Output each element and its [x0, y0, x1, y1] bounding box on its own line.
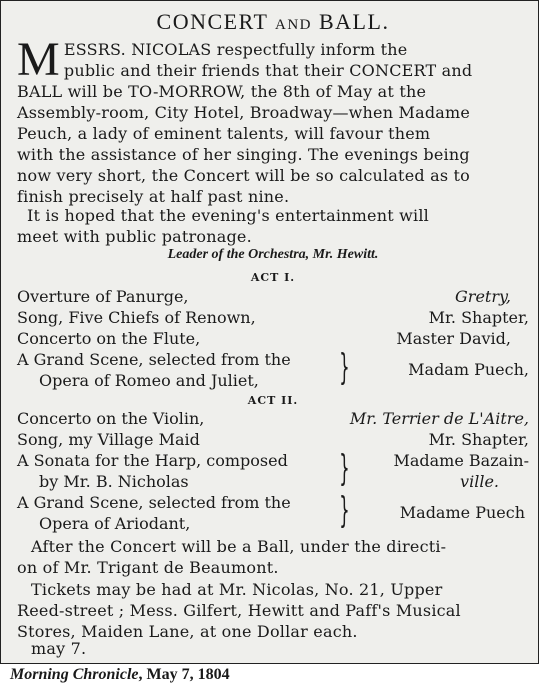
- intro-line: Assembly-room, City Hotel, Broadway—when Madame: [17, 103, 471, 122]
- program-performer: Madam Puech,: [408, 360, 529, 379]
- intro-line: ESSRS. NICOLAS respectfully inform the: [63, 40, 408, 59]
- ad-title: [17, 9, 529, 35]
- publication-date: , May 7, 1804: [138, 666, 230, 683]
- act-one-heading: ACT I.: [250, 271, 296, 284]
- brace-glyph: }: [339, 490, 350, 531]
- program-performer: Madame Puech: [399, 503, 525, 522]
- program-piece: A Grand Scene, selected from the: [17, 493, 291, 512]
- program-item: [17, 308, 529, 330]
- program-piece: A Grand Scene, selected from the: [17, 350, 291, 369]
- program-piece: Song, my Village Maid: [17, 430, 200, 449]
- program-piece-cont: Opera of Romeo and Juliet,: [39, 371, 259, 390]
- intro-line: with the assistance of her singing. The evenings being: [17, 145, 470, 164]
- patronage-line: It is hoped that the evening's entertainment will: [27, 206, 429, 225]
- program-performer: Master David,: [396, 329, 511, 348]
- intro-line: BALL will be TO-MORROW, the 8th of May at the: [17, 82, 427, 101]
- program-performer-cont: ville.: [460, 472, 499, 491]
- intro-line: now very short, the Concert will be so calculated as to: [17, 166, 470, 185]
- tickets-line: Reed-street ; Mess. Gilfert, Hewitt and Paff's Musical: [17, 601, 461, 620]
- program-piece: Concerto on the Violin,: [17, 409, 205, 428]
- program-item: [17, 287, 529, 309]
- program-item: [17, 329, 529, 351]
- intro-paragraph: [17, 33, 529, 207]
- ball-line: on of Mr. Trigant de Beaumont.: [17, 558, 279, 577]
- program-piece: A Sonata for the Harp, composed: [17, 451, 288, 470]
- newspaper-name: Morning Chronicle: [10, 666, 139, 683]
- source-caption: [10, 666, 230, 684]
- program-piece-cont: Opera of Ariodant,: [39, 514, 191, 533]
- ball-paragraph: [17, 536, 529, 578]
- intro-line: public and their friends that their CONCERT and: [63, 61, 473, 80]
- tickets-line: Stores, Maiden Lane, at one Dollar each.: [17, 622, 358, 641]
- program-item: [17, 448, 529, 493]
- ad-date: may 7.: [31, 639, 87, 658]
- program-piece-cont: by Mr. B. Nicholas: [39, 472, 189, 491]
- program-item: [17, 409, 529, 431]
- brace-glyph: }: [339, 448, 350, 489]
- act-two-heading: ACT II.: [247, 394, 299, 407]
- program-piece: Concerto on the Flute,: [17, 329, 201, 348]
- patronage-paragraph: [17, 205, 529, 247]
- program-item: [17, 347, 529, 392]
- title-concert: CONCERT: [156, 9, 268, 34]
- program-performer: Gretry,: [455, 287, 511, 306]
- program-performer: Mr. Terrier de L'Aitre,: [349, 409, 529, 428]
- program-piece: Song, Five Chiefs of Renown,: [17, 308, 256, 327]
- ball-line: After the Concert will be a Ball, under the directi-: [31, 537, 447, 556]
- title-and: AND: [275, 17, 312, 33]
- orchestra-leader: Leader of the Orchestra, Mr. Hewitt.: [167, 247, 379, 262]
- intro-line: Peuch, a lady of eminent talents, will favour them: [17, 124, 431, 143]
- program-performer: Mr. Shapter,: [428, 308, 529, 327]
- tickets-paragraph: [17, 579, 529, 642]
- drop-cap: M: [17, 33, 60, 86]
- program-performer: Madame Bazain-: [393, 451, 529, 470]
- program-piece: Overture of Panurge,: [17, 287, 189, 306]
- program-item: [17, 490, 529, 535]
- program-performer: Mr. Shapter,: [428, 430, 529, 449]
- brace-glyph: }: [339, 347, 350, 388]
- patronage-line: meet with public patronage.: [17, 227, 252, 246]
- title-ball: BALL.: [319, 9, 390, 34]
- program-item: [17, 430, 529, 452]
- intro-line: finish precisely at half past nine.: [17, 187, 290, 206]
- tickets-line: Tickets may be had at Mr. Nicolas, No. 21, Upper: [31, 580, 443, 599]
